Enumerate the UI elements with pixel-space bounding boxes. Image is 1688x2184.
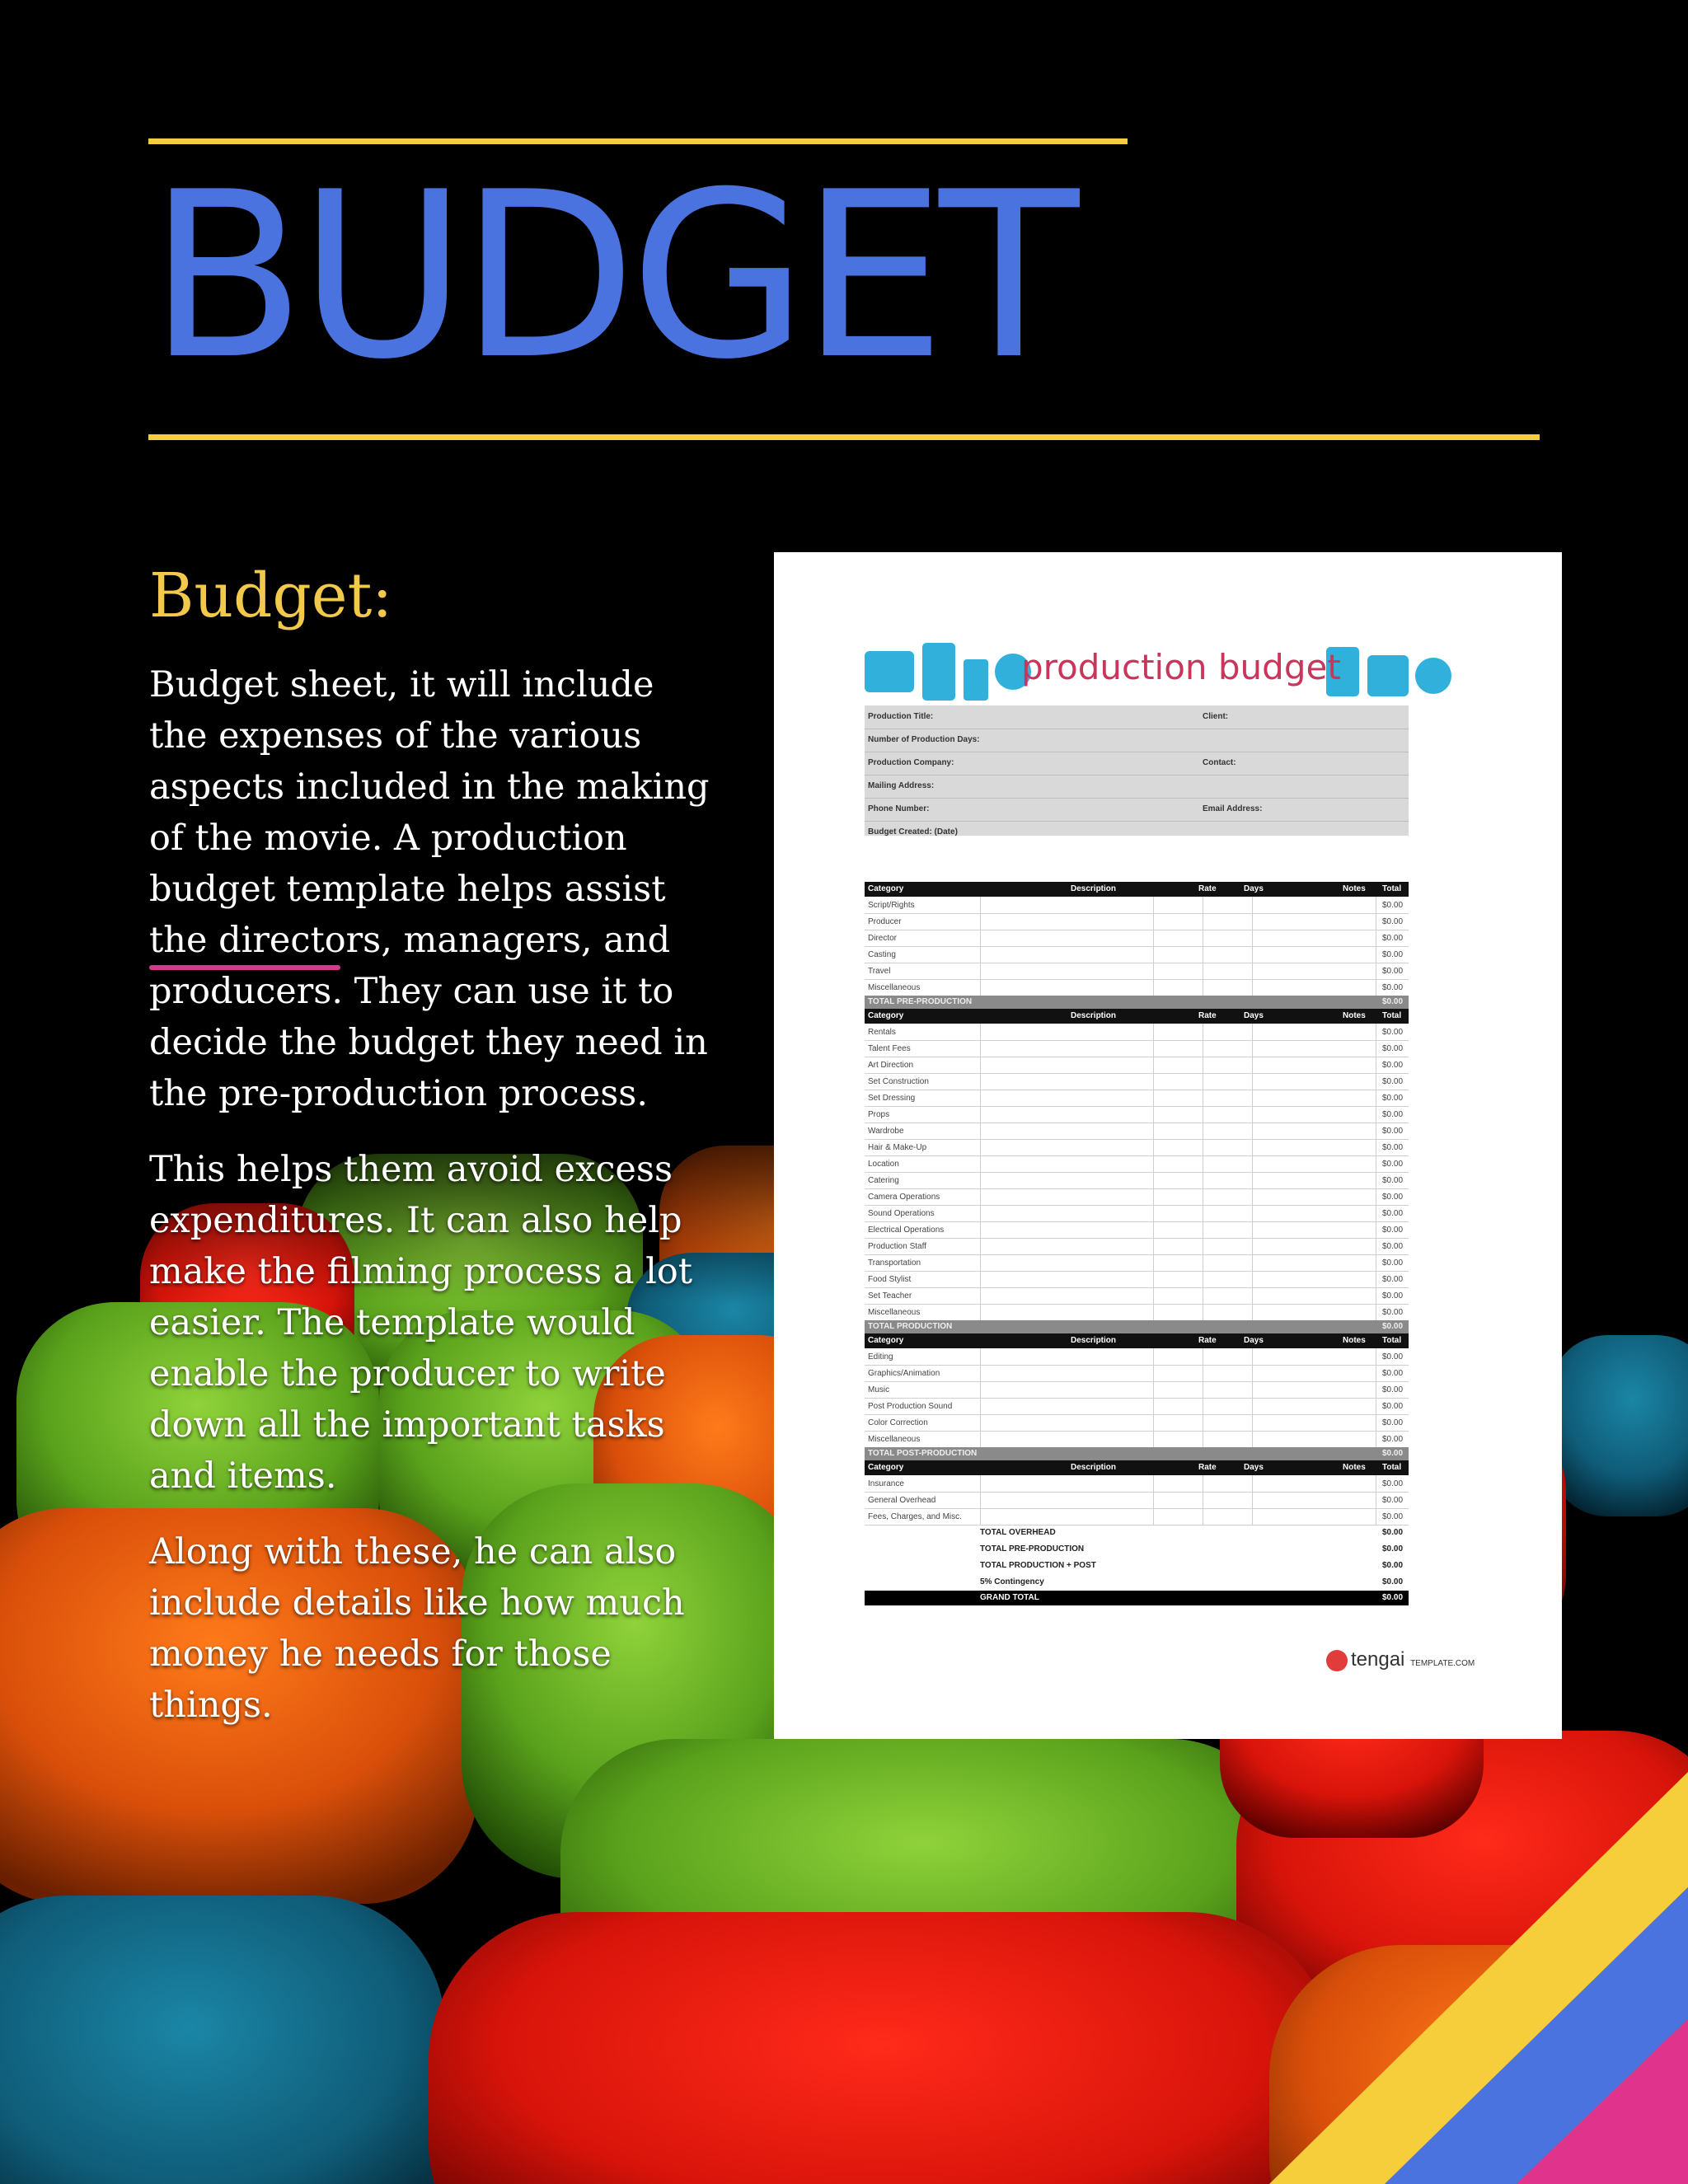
summary-label: TOTAL PRE-PRODUCTION (980, 1544, 1085, 1554)
row-total: $0.00 (1382, 1496, 1404, 1505)
table-row (865, 1492, 1409, 1509)
row-category: Food Stylist (868, 1275, 912, 1284)
row-total: $0.00 (1382, 1242, 1404, 1251)
row-category: Miscellaneous (868, 1435, 921, 1444)
table-row (865, 930, 1409, 947)
table-total-row (865, 1447, 1409, 1460)
table-row (865, 1365, 1409, 1382)
field-mailing: Mailing Address: (868, 781, 935, 790)
summary-row (865, 1574, 1409, 1591)
row-category: Set Construction (868, 1077, 929, 1086)
row-total: $0.00 (1382, 1258, 1404, 1268)
row-total: $0.00 (1382, 1512, 1404, 1521)
column-header: Days (1244, 1463, 1264, 1472)
row-total: $0.00 (1382, 1176, 1404, 1185)
row-category: Production Staff (868, 1242, 926, 1251)
row-total: $0.00 (1382, 983, 1404, 992)
summary-value: $0.00 (1382, 1577, 1404, 1586)
table-header-row (865, 1009, 1409, 1024)
table-row (865, 1508, 1409, 1526)
row-category: Fees, Charges, and Misc. (868, 1512, 962, 1521)
column-header: Notes (1343, 1011, 1366, 1020)
row-total: $0.00 (1382, 950, 1404, 959)
section-heading: Budget: (149, 560, 393, 631)
column-header: Rate (1198, 884, 1217, 893)
column-header: Total (1382, 884, 1402, 893)
row-category: Script/Rights (868, 901, 915, 910)
field-company: Production Company: (868, 758, 954, 767)
column-header: Days (1244, 884, 1264, 893)
table-row (865, 1172, 1409, 1189)
summary-row (865, 1558, 1409, 1574)
summary-label: 5% Contingency (980, 1577, 1044, 1586)
page-title: BUDGET (148, 143, 1073, 410)
field-phone: Phone Number: (868, 804, 930, 813)
paragraph-2: This helps them avoid excess expenditures. It can also help make the filming process a lot easier. The template would enable the producer to write down all the important tasks and items. (149, 1149, 693, 1497)
logo-site: TEMPLATE.COM (1410, 1659, 1475, 1668)
row-category: Hair & Make-Up (868, 1143, 927, 1152)
row-category: Editing (868, 1352, 893, 1361)
column-header: Notes (1343, 1336, 1366, 1345)
row-category: Miscellaneous (868, 1308, 921, 1317)
summary-value: $0.00 (1382, 1544, 1404, 1554)
column-header: Notes (1343, 1463, 1366, 1472)
paragraph-1: Budget sheet, it will include the expenses of the various aspects included in the making of the movie. A production budget template helps assist the directors, managers, and producers. They can use it to decide the budget they need in the pre-production process. (149, 664, 710, 1114)
column-divider (1153, 1475, 1154, 1525)
table-header-row (865, 882, 1409, 897)
row-total: $0.00 (1382, 1094, 1404, 1103)
column-header: Rate (1198, 1463, 1217, 1472)
column-header: Days (1244, 1011, 1264, 1020)
column-divider (1252, 1348, 1253, 1447)
summary-value: $0.00 (1382, 1528, 1404, 1537)
row-category: Music (868, 1385, 890, 1394)
field-email: Email Address: (1203, 804, 1263, 813)
row-category: Insurance (868, 1479, 904, 1488)
column-header: Days (1244, 1336, 1264, 1345)
total-label: TOTAL PRODUCTION (868, 1322, 953, 1331)
column-header: Description (1071, 1336, 1117, 1345)
row-total: $0.00 (1382, 917, 1404, 926)
column-header: Rate (1198, 1011, 1217, 1020)
row-total: $0.00 (1382, 1044, 1404, 1053)
table-row (865, 1205, 1409, 1222)
column-divider (1252, 1475, 1253, 1525)
field-production-title: Production Title: (868, 712, 934, 721)
row-total: $0.00 (1382, 1193, 1404, 1202)
row-category: Camera Operations (868, 1193, 940, 1202)
column-header: Rate (1198, 1336, 1217, 1345)
row-category: Set Teacher (868, 1291, 912, 1301)
grand-total-label: GRAND TOTAL (980, 1593, 1039, 1602)
corner-stripes (1269, 1772, 1688, 2184)
table-total-row (865, 1320, 1409, 1333)
logo-icon (1326, 1650, 1348, 1671)
table-total-row (865, 996, 1409, 1009)
table-row (865, 1475, 1409, 1493)
row-total: $0.00 (1382, 1127, 1404, 1136)
table-row (865, 1431, 1409, 1448)
row-category: General Overhead (868, 1496, 936, 1505)
row-total: $0.00 (1382, 1435, 1404, 1444)
row-category: Props (868, 1110, 890, 1119)
row-total: $0.00 (1382, 1209, 1404, 1218)
row-total: $0.00 (1382, 1110, 1404, 1119)
row-category: Miscellaneous (868, 983, 921, 992)
table-row (865, 1348, 1409, 1366)
row-category: Producer (868, 917, 902, 926)
row-total: $0.00 (1382, 1275, 1404, 1284)
row-category: Set Dressing (868, 1094, 916, 1103)
column-header: Description (1071, 1463, 1117, 1472)
table-row (865, 1057, 1409, 1074)
column-header: Total (1382, 1336, 1402, 1345)
total-value: $0.00 (1382, 1449, 1404, 1458)
row-total: $0.00 (1382, 901, 1404, 910)
table-row (865, 1287, 1409, 1305)
table-header-row (865, 1460, 1409, 1475)
field-client: Client: (1203, 712, 1229, 721)
column-divider (980, 1348, 981, 1447)
row-category: Color Correction (868, 1418, 928, 1427)
total-value: $0.00 (1382, 997, 1404, 1006)
accent-underline (149, 965, 340, 970)
row-category: Post Production Sound (868, 1402, 953, 1411)
template-sheet (774, 552, 1562, 1739)
table-row (865, 979, 1409, 996)
row-total: $0.00 (1382, 934, 1404, 943)
row-category: Casting (868, 950, 896, 959)
budget-template-image (774, 552, 1562, 1739)
row-category: Transportation (868, 1258, 921, 1268)
column-header: Description (1071, 1011, 1117, 1020)
logo-text: tengai (1351, 1648, 1405, 1671)
column-divider (1153, 897, 1154, 996)
table-row (865, 963, 1409, 980)
table-row (865, 1024, 1409, 1041)
column-header: Category (868, 1463, 904, 1472)
template-info-block (865, 705, 1409, 836)
row-category: Rentals (868, 1028, 896, 1037)
column-divider (1252, 1024, 1253, 1320)
summary-label: TOTAL OVERHEAD (980, 1528, 1056, 1537)
row-total: $0.00 (1382, 1160, 1404, 1169)
table-row (865, 897, 1409, 914)
summary-row (865, 1541, 1409, 1558)
summary-label: TOTAL PRODUCTION + POST (980, 1561, 1096, 1570)
summary-row (865, 1525, 1409, 1541)
summary-value: $0.00 (1382, 1561, 1404, 1570)
title-bottom-rule (148, 434, 1540, 440)
row-total: $0.00 (1382, 1308, 1404, 1317)
row-total: $0.00 (1382, 1418, 1404, 1427)
row-total: $0.00 (1382, 1479, 1404, 1488)
column-header: Notes (1343, 884, 1366, 893)
column-divider (980, 1475, 981, 1525)
table-row (865, 1398, 1409, 1415)
field-contact: Contact: (1203, 758, 1236, 767)
field-days: Number of Production Days: (868, 735, 980, 744)
field-created: Budget Created: (Date) (868, 827, 958, 837)
column-header: Category (868, 1336, 904, 1345)
row-total: $0.00 (1382, 967, 1404, 976)
column-divider (1153, 1348, 1154, 1447)
table-row (865, 946, 1409, 963)
table-row (865, 1040, 1409, 1057)
row-category: Catering (868, 1176, 899, 1185)
row-total: $0.00 (1382, 1369, 1404, 1378)
row-total: $0.00 (1382, 1291, 1404, 1301)
table-header-row (865, 1333, 1409, 1348)
table-row (865, 1188, 1409, 1206)
table-row (865, 1106, 1409, 1123)
table-row (865, 1139, 1409, 1156)
table-row (865, 1254, 1409, 1272)
row-category: Art Direction (868, 1061, 914, 1070)
grand-total-row (865, 1591, 1409, 1605)
column-header: Description (1071, 884, 1117, 893)
total-label: TOTAL PRE-PRODUCTION (868, 997, 973, 1006)
row-total: $0.00 (1382, 1402, 1404, 1411)
column-divider (1153, 1024, 1154, 1320)
column-header: Total (1382, 1463, 1402, 1472)
column-header: Category (868, 1011, 904, 1020)
column-divider (1252, 897, 1253, 996)
row-total: $0.00 (1382, 1385, 1404, 1394)
table-row (865, 913, 1409, 930)
row-category: Graphics/Animation (868, 1369, 940, 1378)
row-total: $0.00 (1382, 1028, 1404, 1037)
row-category: Electrical Operations (868, 1226, 945, 1235)
table-row (865, 1414, 1409, 1432)
total-label: TOTAL POST-PRODUCTION (868, 1449, 978, 1458)
row-category: Sound Operations (868, 1209, 935, 1218)
table-row (865, 1238, 1409, 1255)
grand-total-value: $0.00 (1382, 1593, 1404, 1602)
table-row (865, 1304, 1409, 1321)
column-header: Category (868, 884, 904, 893)
table-row (865, 1155, 1409, 1173)
total-value: $0.00 (1382, 1322, 1404, 1331)
table-row (865, 1090, 1409, 1107)
template-logo (1326, 1648, 1475, 1671)
row-category: Wardrobe (868, 1127, 904, 1136)
row-total: $0.00 (1382, 1143, 1404, 1152)
row-total: $0.00 (1382, 1077, 1404, 1086)
table-row (865, 1073, 1409, 1090)
row-category: Director (868, 934, 898, 943)
column-header: Total (1382, 1011, 1402, 1020)
table-row (865, 1122, 1409, 1140)
template-title: production budget (1021, 647, 1341, 687)
table-row (865, 1381, 1409, 1399)
paragraph-3: Along with these, he can also include details like how much money he needs for those things. (149, 1531, 685, 1726)
row-total: $0.00 (1382, 1226, 1404, 1235)
table-row (865, 1221, 1409, 1239)
body-text (149, 659, 718, 1755)
table-row (865, 1271, 1409, 1288)
row-category: Location (868, 1160, 899, 1169)
column-divider (980, 1024, 981, 1320)
row-category: Talent Fees (868, 1044, 911, 1053)
row-total: $0.00 (1382, 1352, 1404, 1361)
column-divider (980, 897, 981, 996)
row-category: Travel (868, 967, 891, 976)
row-total: $0.00 (1382, 1061, 1404, 1070)
